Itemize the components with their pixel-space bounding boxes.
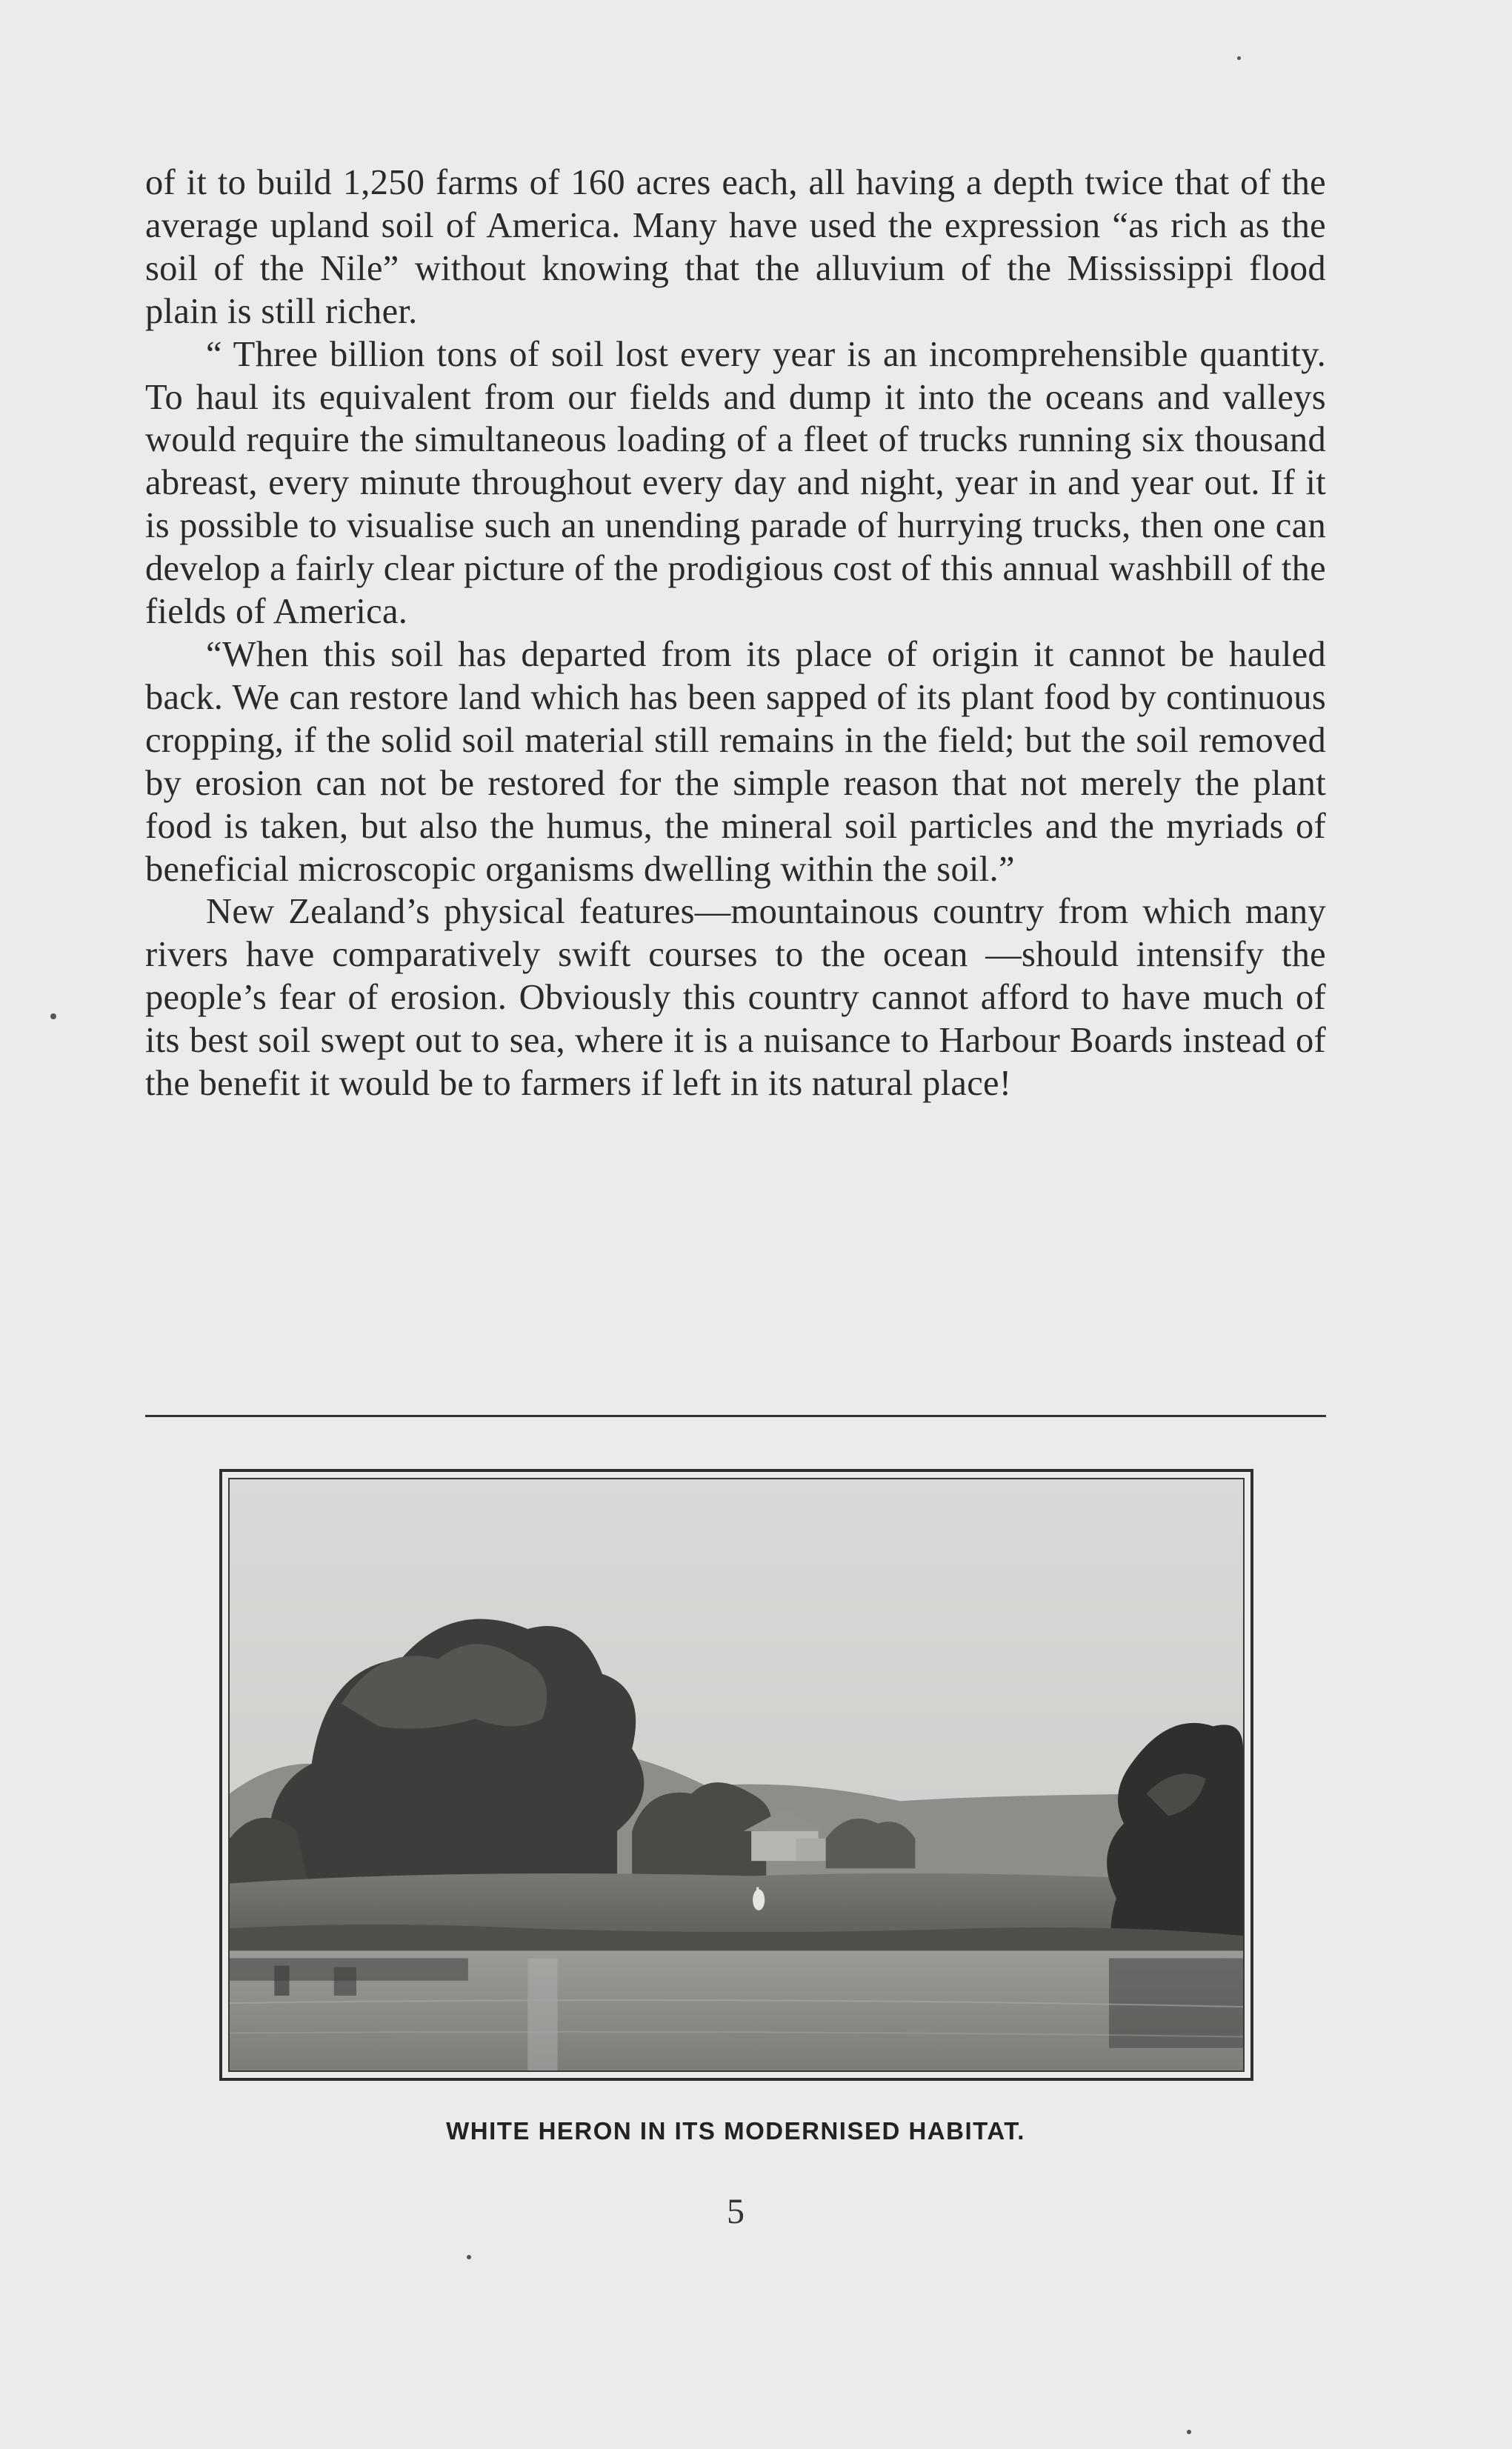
photo-caption: WHITE HERON IN ITS MODERNISED HABITAT. <box>446 2117 1025 2145</box>
paragraph-3: “When this soil has departed from its place of origin it cannot be hauled back. We can restore land which has been sapped of its plant food by continuous cropping, if the solid soil material still remains in the field; but the soil removed by erosion can not be restored for the simple reason that not merely the plant food is taken, but also the humus, the mineral soil particles and the myriads of beneficial microscopic organisms dwelling within the soil.” <box>145 634 1326 889</box>
paragraph-1: of it to build 1,250 farms of 160 acres each, all having a depth twice that of the average upland soil of America. Many have used the expression “as rich as the soil of the Nile” without knowing that the alluvium of the Mississippi flood plain is still richer. <box>145 163 1326 331</box>
horizontal-rule <box>145 1415 1326 1417</box>
body-text <box>145 161 1326 1105</box>
paragraph-2: “ Three billion tons of soil lost every year is an incomprehensible quantity. To haul its equivalent from our fields and dump it into the oceans and valleys would require the simultaneous loading of a fleet of trucks running six thousand abreast, every minute throughout every day and night, year in and year out. If it is possible to visualise such an unending parade of hurrying trucks, then one can develop a fairly clear picture of the prodigious cost of this annual washbill of the fields of America. <box>145 334 1326 632</box>
paragraph-4: New Zealand’s physical features—mountainous country from which many rivers have comparatively swift courses to the ocean —should intensify the people’s fear of erosion. Obviously this country cannot afford to have much of its best soil swept out to sea, where it is a nuisance to Harbour Boards instead of the benefit it would be to farmers if left in its natural place! <box>145 892 1326 1104</box>
print-speck <box>1237 56 1241 60</box>
print-speck <box>1187 2430 1191 2434</box>
page-number: 5 <box>727 2192 745 2231</box>
print-speck <box>50 1013 56 1019</box>
photo-frame <box>219 1469 1253 2081</box>
landscape-photo-drawing <box>230 1479 1243 2070</box>
heron-habitat-photo <box>228 1478 1245 2072</box>
print-speck <box>467 2255 471 2259</box>
